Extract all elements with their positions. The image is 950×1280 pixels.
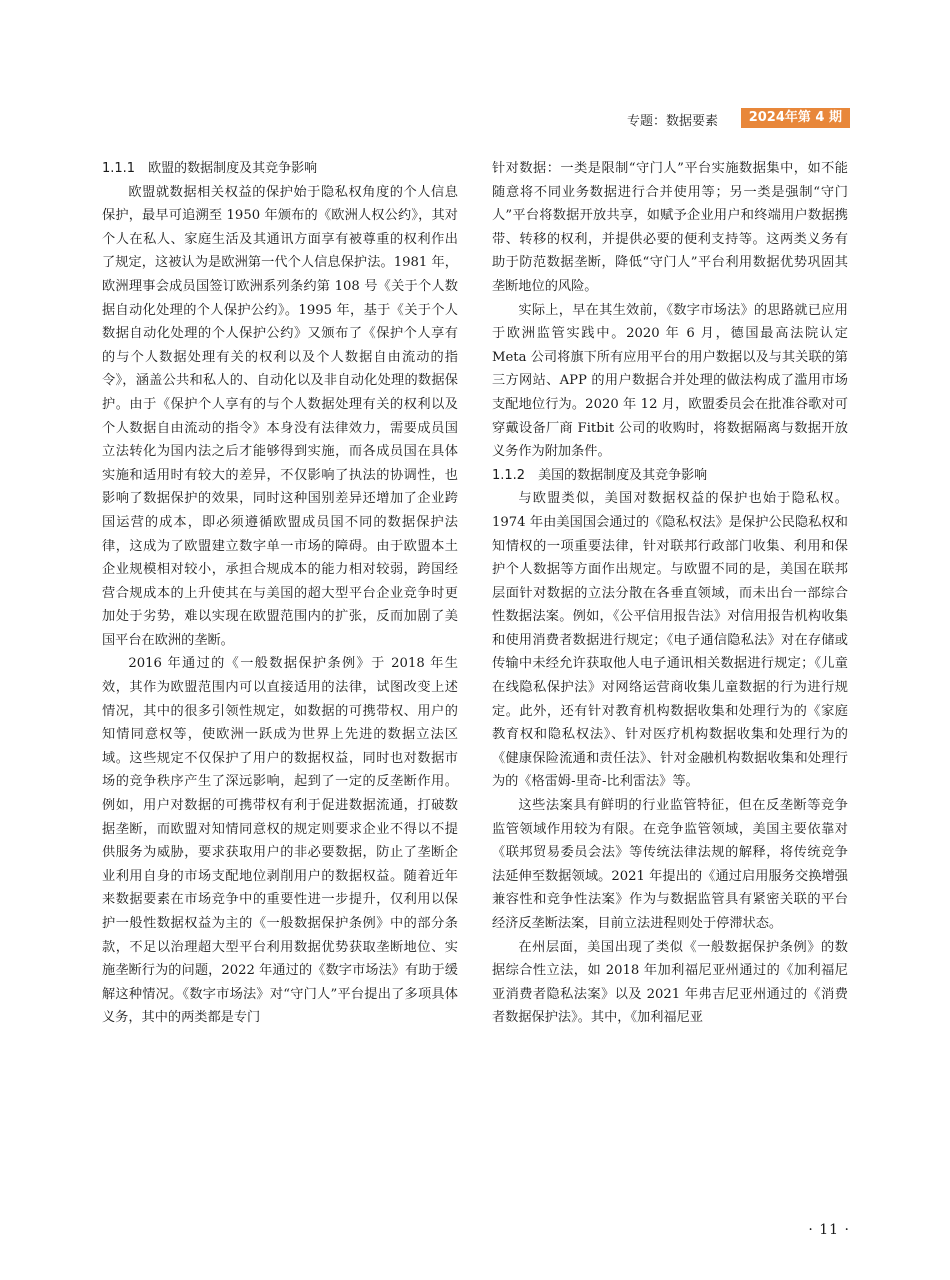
paragraph: 这些法案具有鲜明的行业监管特征，但在反垄断等竞争监管领域作用较为有限。在竞争监管领域，美国主要依靠对《联邦贸易委员会法》等传统法律法规的解释，将传统竞争法延伸至数据领域。2021 年提出的《通过启用服务交换增强兼容性和竞争性法案》作为与数据监管具有紧密关联的平台经济反垄断法案，目前立法进程则处于停滞状态。 bbox=[492, 798, 848, 931]
section-heading-eu: 1.1.1 欧盟的数据制度及其竞争影响 bbox=[102, 161, 318, 176]
paragraph: 与欧盟类似，美国对数据权益的保护也始于隐私权。1974 年由美国国会通过的《隐私权法》是保护公民隐私权和知情权的一项重要法律，针对联邦行政部门收集、利用和保护个人数据等方面作出规定。与欧盟不同的是，美国在联邦层面针对数据的立法分散在各垂直领域，而未出台一部综合性数据法案。例如，《公平信用报告法》对信用报告机构收集和使用消费者数据进行规定；《电子通信隐私法》对在存储或传输中未经允许获取他人电子通讯相关数据进行规定；《儿童在线隐私保护法》对网络运营商收集儿童数据的行为进行规定。此外，还有针对教育机构数据收集和处理行为的《家庭教育权和隐私权法》、针对医疗机构数据收集和处理行为的《健康保险流通和责任法》、针对金融机构数据收集和处理行为的《格雷姆-里奇-比利雷法》等。 bbox=[492, 491, 848, 790]
paragraph: 欧盟就数据相关权益的保护始于隐私权角度的个人信息保护，最早可追溯至 1950 年颁布的《欧洲人权公约》，其对个人在私人、家庭生活及其通讯方面享有被尊重的权利作出了规定，这被认为是欧洲第一代个人信息保护法。1981 年，欧洲理事会成员国签订欧洲系列条约第 108 号《关于个人数据自动化处理的个人保护公约》。1995 年，基于《关于个人数据自动化处理的个人保护公约》又颁布了《保护个人享有的与个人数据处理有关的权利以及个人数据自由流动的指令》，涵盖公共和私人的、自动化以及非自动化处理的数据保护。由于《保护个人享有的与个人数据处理有关的权利以及个人数据自由流动的指令》本身没有法律效力，需要成员国立法转化为国内法之后才能够得到实施，而各成员国在具体实施和适用时有较大的差异，不仅影响了执法的协调性，也影响了数据保护的效果，同时这种国别差异还增加了企业跨国运营的成本，即必须遵循欧盟成员国不同的数据保护法律，这成为了欧盟建立数字单一市场的障碍。由于欧盟本土企业规模相对较小，承担合规成本的能力相对较弱，跨国经营合规成本的上升使其在与美国的超大型平台企业竞争时更加处于劣势，难以实现在欧盟范围内的扩张，反而加剧了美国平台在欧洲的垄断。 bbox=[102, 184, 458, 648]
section-heading-us: 1.1.2 美国的数据制度及其竞争影响 bbox=[492, 467, 708, 483]
paragraph-continuation: 针对数据：一类是限制“守门人”平台实施数据集中，如不能随意将不同业务数据进行合并使用等；另一类是强制“守门人”平台将数据开放共享，如赋予企业用户和终端用户数据携带、转移的权利，并提供必要的便利支持等。这两类义务有助于防范数据垄断，降低“守门人”平台利用数据优势巩固其垄断地位的风险。 bbox=[492, 161, 848, 294]
journal-topic: 专题：数据要素 bbox=[626, 114, 718, 129]
page-header bbox=[0, 108, 950, 130]
issue-badge: 2024年第 4 期 bbox=[741, 108, 850, 128]
left-column bbox=[102, 157, 458, 1030]
right-column bbox=[492, 157, 848, 1030]
paragraph: 实际上，早在其生效前，《数字市场法》的思路就已应用于欧洲监管实践中。2020 年 6 月，德国最高法院认定 Meta 公司将旗下所有应用平台的用户数据以及与其关联的第三方网站、APP 的用户数据合并处理的做法构成了滥用市场支配地位行为。2020 年 12 月，欧盟委员会在批准谷歌对可穿戴设备厂商 Fitbit 公司的收购时，将数据隔离与数据开放义务作为附加条件。 bbox=[492, 302, 848, 460]
page-number: · 11 · bbox=[808, 1222, 850, 1238]
paragraph: 在州层面，美国出现了类似《一般数据保护条例》的数据综合性立法，如 2018 年加利福尼亚州通过的《加利福尼亚消费者隐私法案》以及 2021 年弗吉尼亚州通过的《消费者数据保护法》。其中，《加利福尼亚 bbox=[492, 939, 848, 1026]
paragraph: 2016 年通过的《一般数据保护条例》于 2018 年生效，其作为欧盟范围内可以直接适用的法律，试图改变上述情况，其中的很多引领性规定，如数据的可携带权、用户的知情同意权等，使欧洲一跃成为世界上先进的数据立法区域。这些规定不仅保护了用户的数据权益，同时也对数据市场的竞争秩序产生了深远影响，起到了一定的反垄断作用。例如，用户对数据的可携带权有利于促进数据流通，打破数据垄断，而欧盟对知情同意权的规定则要求企业不得以不提供服务为威胁，要求获取用户的非必要数据，防止了垄断企业利用自身的市场支配地位剥削用户的数据权益。随着近年来数据要素在市场竞争中的重要性进一步提升，仅利用以保护一般性数据权益为主的《一般数据保护条例》中的部分条款，不足以治理超大型平台利用数据优势获取垄断地位、实施垄断行为的问题，2022 年通过的《数字市场法》有助于缓解这种情况。《数字市场法》对“守门人”平台提出了多项具体义务，其中的两类都是专门 bbox=[102, 656, 458, 1026]
